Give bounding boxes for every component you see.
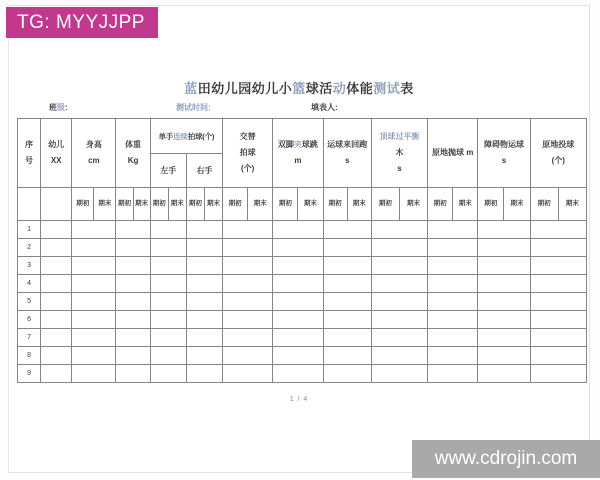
measurement-cell xyxy=(223,365,273,383)
col-header-left-hand: 左手 xyxy=(150,154,186,188)
measurement-cell xyxy=(428,275,478,293)
measurement-cell xyxy=(116,329,150,347)
child-name-cell xyxy=(41,275,72,293)
measurement-cell xyxy=(428,257,478,275)
measurement-cell xyxy=(428,293,478,311)
measurement-cell xyxy=(116,347,150,365)
measurement-cell xyxy=(273,293,323,311)
measurement-cell xyxy=(530,329,586,347)
measurement-cell xyxy=(478,329,530,347)
page-number: 1 / 4 xyxy=(289,396,309,403)
measurement-cell xyxy=(72,239,116,257)
child-name-cell xyxy=(41,311,72,329)
col-header-ball-balance-beam: 顶球过平衡 木 s xyxy=(371,119,427,188)
measurement-cell xyxy=(116,257,150,275)
measurement-cell xyxy=(323,329,371,347)
measurement-cell xyxy=(150,329,186,347)
measurement-cell xyxy=(371,365,427,383)
row-number-cell: 1 xyxy=(18,221,41,239)
col-header-alternate-dribble: 交替 拍球 (个) xyxy=(223,119,273,188)
measurement-cell xyxy=(530,221,586,239)
measurement-cell xyxy=(223,239,273,257)
measurement-cell xyxy=(273,329,323,347)
test-time-field-label: 测试时间: xyxy=(176,103,211,112)
table-row xyxy=(18,365,587,383)
subheader-term-end: 期末 xyxy=(248,188,273,221)
col-header-height: 身高 cm xyxy=(72,119,116,188)
measurement-cell xyxy=(150,365,186,383)
measurement-cell xyxy=(150,293,186,311)
row-number-cell: 5 xyxy=(18,293,41,311)
measurement-cell xyxy=(530,347,586,365)
subheader-term-end: 期末 xyxy=(504,188,530,221)
measurement-cell xyxy=(530,239,586,257)
fitness-test-table xyxy=(17,118,587,383)
measurement-cell xyxy=(428,347,478,365)
col-header-weight: 体重 Kg xyxy=(116,119,150,188)
child-name-cell xyxy=(41,293,72,311)
measurement-cell xyxy=(116,365,150,383)
measurement-cell xyxy=(371,221,427,239)
subheader-term-begin: 期初 xyxy=(530,188,558,221)
document-page xyxy=(8,5,590,473)
measurement-cell xyxy=(478,239,530,257)
row-number-cell: 2 xyxy=(18,239,41,257)
subheader-term-begin: 期初 xyxy=(371,188,399,221)
measurement-cell xyxy=(530,275,586,293)
measurement-cell xyxy=(323,239,371,257)
measurement-cell xyxy=(72,257,116,275)
col-header-feet-clamp-jump: 双脚夹球跳 m xyxy=(273,119,323,188)
row-number-cell: 6 xyxy=(18,311,41,329)
measurement-cell xyxy=(428,239,478,257)
measurement-cell xyxy=(428,329,478,347)
col-header-dribble-shuttle-run: 运球来回跑 s xyxy=(323,119,371,188)
col-header-child-name: 幼儿 XX xyxy=(41,119,72,188)
row-number-cell: 7 xyxy=(18,329,41,347)
measurement-cell xyxy=(323,293,371,311)
measurement-cell xyxy=(150,275,186,293)
subheader-term-end: 期末 xyxy=(347,188,371,221)
measurement-cell xyxy=(116,311,150,329)
row-number-cell: 3 xyxy=(18,257,41,275)
class-field-label: 班级: xyxy=(49,103,68,112)
table-row xyxy=(18,293,587,311)
measurement-cell xyxy=(116,221,150,239)
measurement-cell xyxy=(323,347,371,365)
measurement-cell xyxy=(186,221,222,239)
table-row xyxy=(18,257,587,275)
measurement-cell xyxy=(150,311,186,329)
measurement-cell xyxy=(371,329,427,347)
measurement-cell xyxy=(223,311,273,329)
col-header-serial-number: 序 号 xyxy=(18,119,41,188)
subheader-term-begin: 期初 xyxy=(223,188,248,221)
measurement-cell xyxy=(116,239,150,257)
subheader-term-end: 期末 xyxy=(94,188,116,221)
subheader-term-end: 期末 xyxy=(298,188,323,221)
measurement-cell xyxy=(273,365,323,383)
table-row xyxy=(18,275,587,293)
measurement-cell xyxy=(186,311,222,329)
measurement-cell xyxy=(186,347,222,365)
subheader-term-end: 期末 xyxy=(399,188,427,221)
table-row xyxy=(18,311,587,329)
col-header-one-hand-dribble: 单手连续拍球(个) xyxy=(150,119,222,154)
measurement-cell xyxy=(371,275,427,293)
subheader-term-end: 期末 xyxy=(168,188,186,221)
measurement-cell xyxy=(371,239,427,257)
measurement-cell xyxy=(323,257,371,275)
measurement-cell xyxy=(72,221,116,239)
measurement-cell xyxy=(371,293,427,311)
measurement-cell xyxy=(223,293,273,311)
measurement-cell xyxy=(273,257,323,275)
subheader-term-begin: 期初 xyxy=(186,188,204,221)
measurement-cell xyxy=(530,311,586,329)
row-number-cell: 9 xyxy=(18,365,41,383)
measurement-cell xyxy=(223,329,273,347)
measurement-cell xyxy=(223,221,273,239)
subheader-term-end: 期末 xyxy=(558,188,586,221)
measurement-cell xyxy=(273,221,323,239)
measurement-cell xyxy=(72,329,116,347)
col-header-obstacle-dribble: 障碍物运球 s xyxy=(478,119,530,188)
measurement-cell xyxy=(186,275,222,293)
col-header-stationary-throw: 原地抛球 m xyxy=(428,119,478,188)
measurement-cell xyxy=(530,293,586,311)
measurement-cell xyxy=(186,329,222,347)
subheader-empty xyxy=(41,188,72,221)
measurement-cell xyxy=(116,275,150,293)
measurement-cell xyxy=(478,347,530,365)
measurement-cell xyxy=(116,293,150,311)
table-row xyxy=(18,221,587,239)
measurement-cell xyxy=(72,347,116,365)
subheader-term-end: 期末 xyxy=(204,188,222,221)
measurement-cell xyxy=(273,275,323,293)
subheader-term-begin: 期初 xyxy=(72,188,94,221)
measurement-cell xyxy=(478,293,530,311)
measurement-cell xyxy=(186,365,222,383)
document-title: 蓝田幼儿园幼儿小篮球活动体能测试表 xyxy=(184,81,414,96)
measurement-cell xyxy=(186,239,222,257)
measurement-cell xyxy=(323,275,371,293)
measurement-cell xyxy=(223,347,273,365)
col-header-stationary-shoot: 原地投球 (个) xyxy=(530,119,586,188)
measurement-cell xyxy=(150,221,186,239)
table-row xyxy=(18,239,587,257)
measurement-cell xyxy=(478,275,530,293)
subheader-term-begin: 期初 xyxy=(273,188,298,221)
child-name-cell xyxy=(41,365,72,383)
measurement-cell xyxy=(273,239,323,257)
measurement-cell xyxy=(371,347,427,365)
measurement-cell xyxy=(186,293,222,311)
measurement-cell xyxy=(186,257,222,275)
measurement-cell xyxy=(150,347,186,365)
measurement-cell xyxy=(72,293,116,311)
subheader-term-end: 期末 xyxy=(133,188,150,221)
subheader-term-begin: 期初 xyxy=(116,188,133,221)
subheader-term-begin: 期初 xyxy=(478,188,504,221)
child-name-cell xyxy=(41,257,72,275)
subheader-term-begin: 期初 xyxy=(323,188,347,221)
child-name-cell xyxy=(41,329,72,347)
measurement-cell xyxy=(223,257,273,275)
subheader-term-end: 期末 xyxy=(453,188,478,221)
subheader-term-begin: 期初 xyxy=(428,188,453,221)
measurement-cell xyxy=(323,365,371,383)
measurement-cell xyxy=(530,257,586,275)
measurement-cell xyxy=(371,257,427,275)
measurement-cell xyxy=(150,239,186,257)
child-name-cell xyxy=(41,347,72,365)
measurement-cell xyxy=(371,311,427,329)
row-number-cell: 8 xyxy=(18,347,41,365)
measurement-cell xyxy=(273,311,323,329)
child-name-cell xyxy=(41,239,72,257)
table-row xyxy=(18,329,587,347)
measurement-cell xyxy=(428,365,478,383)
measurement-cell xyxy=(223,275,273,293)
measurement-cell xyxy=(72,365,116,383)
child-name-cell xyxy=(41,221,72,239)
measurement-cell xyxy=(478,365,530,383)
measurement-cell xyxy=(428,221,478,239)
subheader-term-begin: 期初 xyxy=(150,188,168,221)
measurement-cell xyxy=(530,365,586,383)
measurement-cell xyxy=(478,221,530,239)
row-number-cell: 4 xyxy=(18,275,41,293)
watermark-website-badge: www.cdrojin.com xyxy=(412,440,600,478)
measurement-cell xyxy=(428,311,478,329)
measurement-cell xyxy=(72,311,116,329)
watermark-telegram-badge: TG: MYYJJPP xyxy=(6,7,158,38)
measurement-cell xyxy=(150,257,186,275)
measurement-cell xyxy=(323,311,371,329)
measurement-cell xyxy=(323,221,371,239)
form-filler-field-label: 填表人: xyxy=(311,103,338,112)
measurement-cell xyxy=(273,347,323,365)
table-row xyxy=(18,347,587,365)
measurement-cell xyxy=(72,275,116,293)
measurement-cell xyxy=(478,257,530,275)
col-header-right-hand: 右手 xyxy=(186,154,222,188)
subheader-empty xyxy=(18,188,41,221)
measurement-cell xyxy=(478,311,530,329)
